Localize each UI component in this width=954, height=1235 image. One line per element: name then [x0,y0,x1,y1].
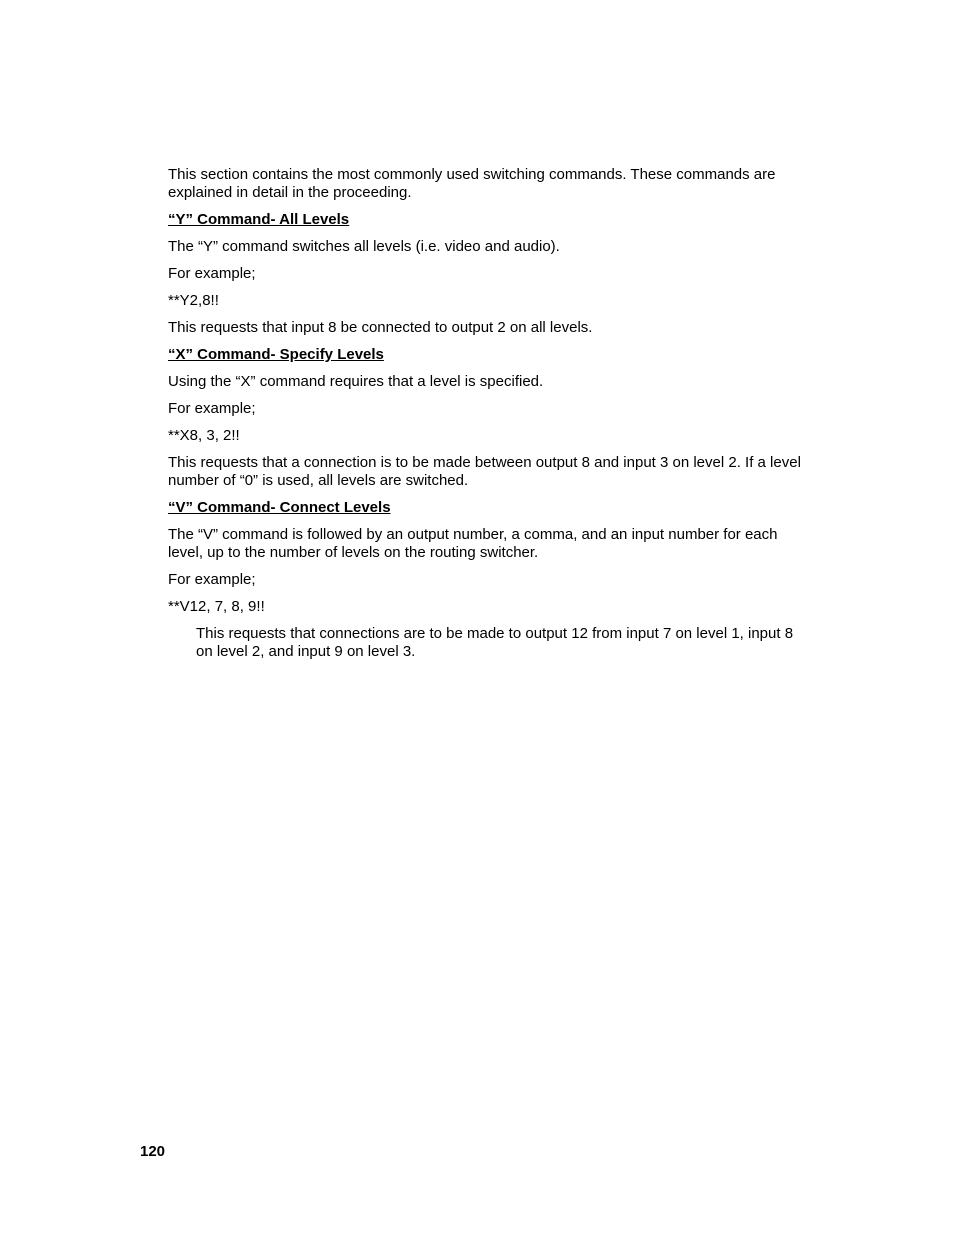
x-command-example-code: **X8, 3, 2!! [168,427,240,444]
x-command-example-label: For example; [168,400,256,417]
y-command-explanation: This requests that input 8 be connected to output 2 on all levels. [168,319,593,336]
v-command-description: The “V” command is followed by an output number, a comma, and an input number for each level, up to the number of levels on the routing switcher. [168,526,778,561]
y-command-description: The “Y” command switches all levels (i.e. video and audio). [168,238,560,255]
y-command-example-code: **Y2,8!! [168,292,219,309]
v-command-heading: “V” Command- Connect Levels [168,499,391,516]
v-command-explanation: This requests that connections are to be made to output 12 from input 7 on level 1, input 8 on level 2, and input 9 on level 3. [196,625,794,660]
intro-paragraph: This section contains the most commonly used switching commands. These commands are explained in detail in the proceeding. [168,166,776,201]
v-command-section [168,499,813,661]
x-command-section [168,346,813,490]
document-body [168,166,813,670]
y-command-heading: “Y” Command- All Levels [168,211,350,228]
x-command-description: Using the “X” command requires that a level is specified. [168,373,544,390]
v-command-example-label: For example; [168,571,256,588]
v-command-example-code: **V12, 7, 8, 9!! [168,598,265,615]
x-command-explanation: This requests that a connection is to be made between output 8 and input 3 on level 2. If a level number of “0” is used, all levels are switched. [168,454,801,489]
page-number: 120 [140,1143,166,1160]
y-command-example-label: For example; [168,265,256,282]
x-command-heading: “X” Command- Specify Levels [168,346,384,363]
y-command-section [168,211,813,337]
